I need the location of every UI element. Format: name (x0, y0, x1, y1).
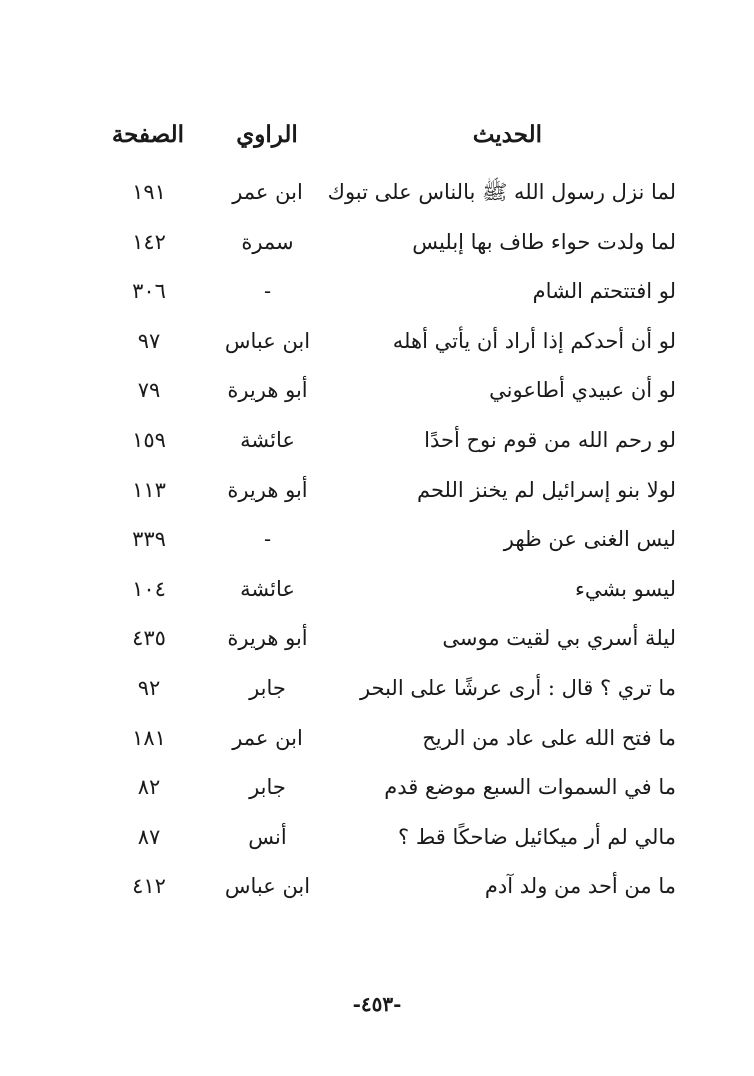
page-reference: ٣٠٦ (132, 279, 166, 304)
page-reference: ١٤٢ (132, 229, 166, 254)
hadith-text: لما نزل رسول الله ﷺ بالناس على تبوك (327, 180, 676, 204)
narrator-name: عائشة (240, 427, 295, 452)
narrator-name: عائشة (240, 576, 295, 601)
page-reference: ١٨١ (132, 725, 166, 750)
table-row (0, 718, 754, 768)
table-row (0, 271, 754, 321)
table-row (0, 519, 754, 569)
narrator-name: سمرة (241, 229, 294, 254)
narrator-name: - (263, 527, 272, 552)
page-reference: ١٥٩ (132, 427, 166, 452)
column-header-hadith: الحديث (472, 121, 542, 148)
table-row (0, 222, 754, 272)
hadith-text: لو رحم الله من قوم نوح أحدًا (424, 427, 676, 452)
narrator-name: أبو هريرة (227, 378, 308, 403)
table-row (0, 767, 754, 817)
hadith-text: لو أن أحدكم إذا أراد أن يأتي أهله (392, 328, 676, 353)
hadith-text: ليس الغنى عن ظهر (503, 527, 676, 552)
hadith-text: ما من أحد من ولد آدم (484, 874, 676, 899)
narrator-name: ابن عمر (232, 180, 303, 204)
table-row (0, 321, 754, 371)
narrator-name: ابن عباس (224, 874, 311, 899)
hadith-text: ليسو بشيء (575, 576, 676, 601)
table-row (0, 370, 754, 420)
page-reference: ١٠٤ (132, 576, 166, 601)
hadith-text: ما فتح الله على عاد من الريح (422, 725, 676, 750)
page-reference: ١١٣ (132, 477, 166, 502)
table-row (0, 618, 754, 668)
page-reference: ٩٧ (137, 328, 161, 353)
column-header-narrator: الراوي (236, 121, 298, 148)
narrator-name: ابن عمر (232, 725, 303, 750)
table-row (0, 172, 754, 222)
table-row (0, 817, 754, 867)
hadith-index-table (0, 172, 754, 916)
narrator-name: أبو هريرة (227, 477, 308, 502)
page-reference: ٧٩ (137, 378, 161, 403)
hadith-text: ما في السموات السبع موضع قدم (384, 775, 676, 800)
narrator-name: جابر (249, 675, 286, 700)
hadith-text: ما تري ؟ قال : أرى عرشًا على البحر (359, 675, 676, 700)
page-reference: ٤٣٥ (132, 626, 166, 651)
page-number: -٤٥٣- (352, 992, 402, 1016)
page-reference: ٩٢ (137, 675, 161, 700)
narrator-name: - (263, 279, 272, 304)
hadith-text: لما ولدت حواء طاف بها إبليس (412, 229, 676, 254)
page-reference: ٤١٢ (132, 874, 166, 899)
table-row (0, 866, 754, 916)
table-row (0, 668, 754, 718)
page-reference: ٨٧ (137, 824, 161, 849)
narrator-name: ابن عباس (224, 328, 311, 353)
narrator-name: جابر (249, 775, 286, 800)
hadith-text: لو أن عبيدي أطاعوني (489, 378, 676, 403)
hadith-text: لو افتتحتم الشام (532, 279, 676, 304)
column-header-page: الصفحة (111, 121, 184, 148)
hadith-text: لولا بنو إسرائيل لم يخنز اللحم (417, 477, 676, 502)
table-row (0, 470, 754, 520)
table-row (0, 569, 754, 619)
table-row (0, 420, 754, 470)
hadith-text: مالي لم أر ميكائيل ضاحكًا قط ؟ (398, 824, 676, 849)
narrator-name: أبو هريرة (227, 626, 308, 651)
hadith-text: ليلة أسري بي لقيت موسى (442, 626, 676, 651)
page-reference: ١٩١ (132, 180, 166, 204)
page-reference: ٣٣٩ (132, 527, 166, 552)
narrator-name: أنس (248, 824, 287, 849)
page-reference: ٨٢ (137, 775, 161, 800)
